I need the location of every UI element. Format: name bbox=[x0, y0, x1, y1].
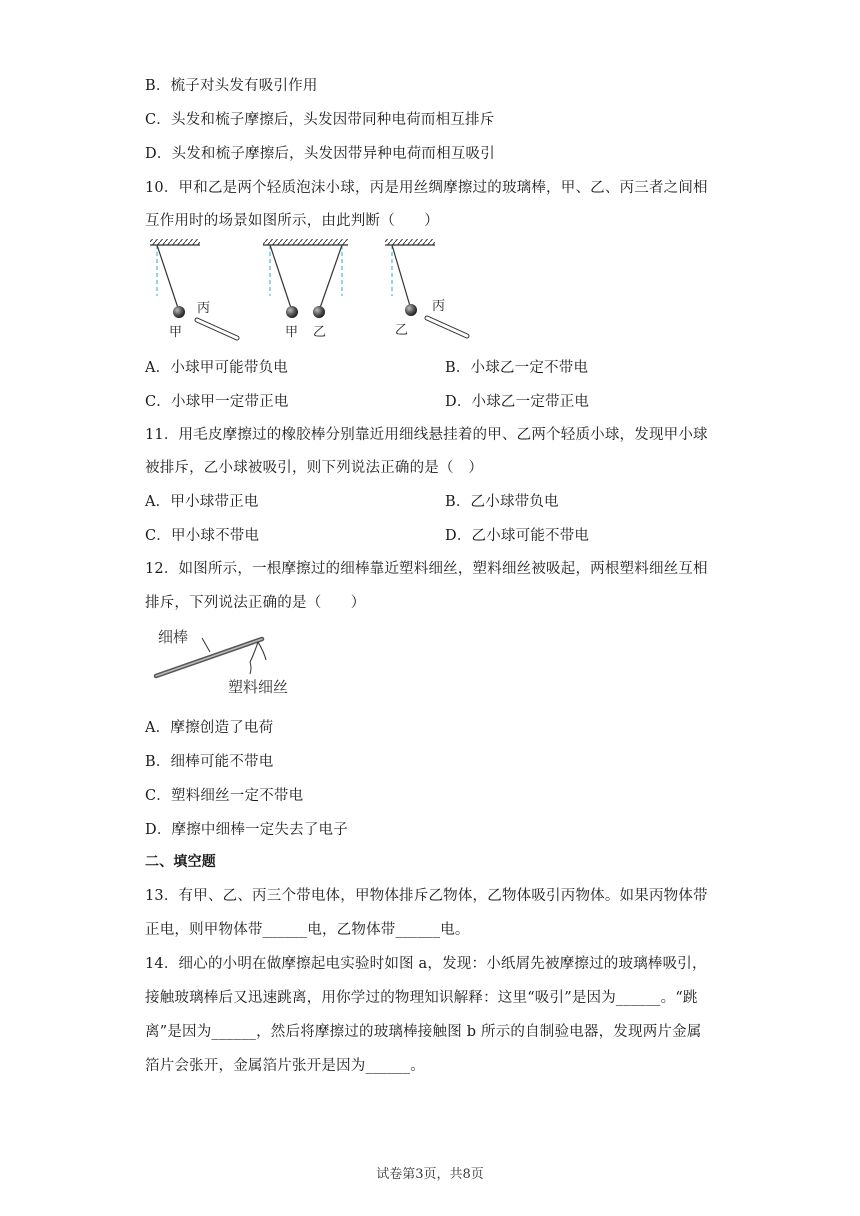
q12-stem-line1: 12．如图所示，一根摩擦过的细棒靠近塑料细丝，塑料细丝被吸起，两根塑料细丝互相 bbox=[145, 561, 708, 577]
q10-fig3-label-yi: 乙 bbox=[395, 323, 409, 338]
q10-option-b: B．小球乙一定不带电 bbox=[445, 360, 589, 376]
q11-stem-line2: 被排斥，乙小球被吸引，则下列说法正确的是（ ） bbox=[145, 460, 484, 476]
q10-option-c: C．小球甲一定带正电 bbox=[145, 394, 289, 410]
q14-line3: 离”是因为______，然后将摩擦过的玻璃棒接触图 b 所示的自制验电器，发现两片金属 bbox=[145, 1024, 702, 1040]
q11-option-d: D．乙小球可能不带电 bbox=[445, 528, 590, 544]
q9-option-c: C．头发和梳子摩擦后，头发因带同种电荷而相互排斥 bbox=[145, 112, 495, 128]
q14-line1: 14．细心的小明在做摩擦起电实验时如图 a，发现：小纸屑先被摩擦过的玻璃棒吸引， bbox=[145, 956, 707, 972]
q12-figure bbox=[150, 624, 310, 704]
q10-figure bbox=[145, 236, 485, 346]
q11-stem-line1: 11．用毛皮摩擦过的橡胶棒分别靠近用细线悬挂着的甲、乙两个轻质小球，发现甲小球 bbox=[145, 427, 708, 443]
q12-stem-line2: 排斥，下列说法正确的是（ ） bbox=[145, 595, 366, 611]
q10-fig2-label-jia: 甲 bbox=[285, 325, 299, 340]
q12-label-rod: 细棒 bbox=[158, 628, 189, 646]
q9-option-b: B．梳子对头发有吸引作用 bbox=[145, 78, 318, 94]
q10-stem-line1: 10．甲和乙是两个轻质泡沫小球，丙是用丝绸摩擦过的玻璃棒，甲、乙、丙三者之间相 bbox=[145, 180, 708, 196]
q10-fig1-label-bing: 丙 bbox=[197, 301, 211, 316]
q14-line4: 箔片会张开，金属箔片张开是因为______。 bbox=[145, 1058, 425, 1074]
q13-line1: 13．有甲、乙、丙三个带电体，甲物体排斥乙物体，乙物体吸引丙物体。如果丙物体带 bbox=[145, 888, 708, 904]
page-footer: 试卷第3页，共8页 bbox=[376, 1167, 484, 1182]
q10-option-a: A．小球甲可能带负电 bbox=[145, 360, 288, 376]
q14-line2: 接触玻璃棒后又迅速跳离，用你学过的物理知识解释：这里“吸引”是因为______。“跳 bbox=[145, 990, 698, 1006]
q11-option-a: A．甲小球带正电 bbox=[145, 494, 259, 510]
q10-figure-panel-2 bbox=[263, 239, 348, 340]
q12-option-a: A．摩擦创造了电荷 bbox=[145, 720, 274, 736]
section-title-fill-in: 二、填空题 bbox=[145, 854, 216, 870]
q10-figure-panel-3 bbox=[385, 239, 467, 338]
q12-option-b: B．细棒可能不带电 bbox=[145, 754, 274, 770]
q12-option-d: D．摩擦中细棒一定失去了电子 bbox=[145, 822, 348, 838]
q11-option-b: B．乙小球带负电 bbox=[445, 494, 559, 510]
q10-stem-line2: 互作用时的场景如图所示，由此判断（ ） bbox=[145, 213, 439, 229]
q10-fig3-label-bing: 丙 bbox=[432, 299, 446, 314]
q10-figure-panel-1 bbox=[150, 239, 237, 340]
q11-option-c: C．甲小球不带电 bbox=[145, 528, 260, 544]
q10-fig2-label-yi: 乙 bbox=[313, 325, 327, 340]
q9-option-d: D．头发和梳子摩擦后，头发因带异种电荷而相互吸引 bbox=[145, 146, 495, 162]
q12-option-c: C．塑料细丝一定不带电 bbox=[145, 788, 304, 804]
q10-option-d: D．小球乙一定带正电 bbox=[445, 394, 590, 410]
q13-line2: 正电，则甲物体带______电，乙物体带______电。 bbox=[145, 922, 470, 938]
q10-fig1-label-jia: 甲 bbox=[169, 325, 183, 340]
q12-label-fiber: 塑料细丝 bbox=[228, 678, 289, 696]
